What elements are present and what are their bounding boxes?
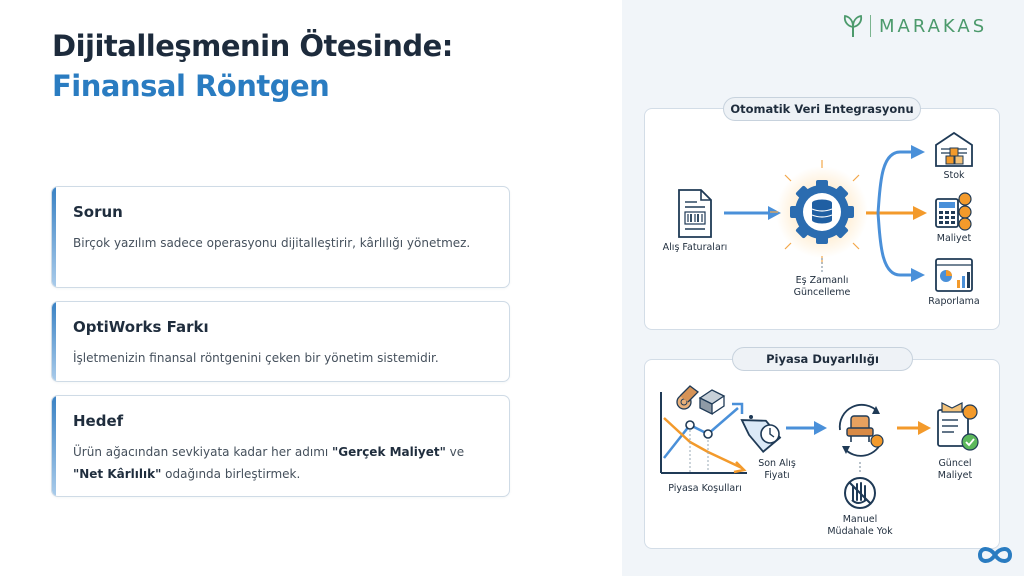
integration-tag: Otomatik Veri Entegrasyonu — [723, 97, 921, 121]
card-heading: Hedef — [73, 412, 124, 430]
report-chart-icon — [936, 259, 972, 291]
card-body-text: Ürün ağacından sevkiyata kadar her adımı — [73, 445, 333, 459]
price-tag-clock-icon — [739, 408, 780, 451]
card-body: İşletmenizin finansal röntgenini çeken bir yönetim sistemidir. — [73, 351, 439, 365]
arrow-head — [911, 145, 925, 159]
steel-beam-icon — [700, 390, 724, 414]
current-cost-label-line-1: Güncel — [938, 458, 972, 469]
invoice-icon — [679, 190, 711, 237]
no-manual-label-line-2: Müdahale Yok — [827, 526, 893, 537]
wood-logs-icon — [677, 386, 698, 409]
title-line-2: Finansal Röntgen — [52, 69, 330, 103]
cost-document-check-icon — [938, 403, 978, 450]
output-label-stock: Stok — [943, 170, 965, 181]
arrow-right-icon — [724, 206, 781, 220]
card-heading: OptiWorks Farkı — [73, 318, 209, 336]
title-line-1: Dijitalleşmenin Ötesinde: — [52, 29, 453, 63]
market-conditions-label: Piyasa Koşulları — [668, 483, 742, 494]
center-label-line-1: Eş Zamanlı — [795, 275, 849, 286]
warehouse-icon — [936, 133, 972, 166]
infinity-logo-icon — [974, 543, 1016, 567]
market-tag: Piyasa Duyarlılığı — [732, 347, 913, 371]
current-cost-label-line-2: Maliyet — [937, 470, 973, 481]
branch-arrows — [866, 152, 915, 275]
card-heading: Sorun — [73, 203, 123, 221]
logo-text: MARAKAS — [879, 15, 988, 37]
no-hand-icon — [845, 478, 875, 508]
arrow-head — [911, 268, 925, 282]
card-body-text: odağında birleştirmek. — [161, 467, 301, 481]
card-body: Birçok yazılım sadece operasyonu dijitalleştirir, kârlılığı yönetmez. — [73, 236, 471, 250]
arrow-right-icon — [786, 421, 827, 435]
gear-database-icon — [770, 160, 874, 264]
card-body-text: ve — [445, 445, 465, 459]
card-body-emphasis: "Gerçek Maliyet" — [332, 445, 446, 459]
last-price-label-line-2: Fiyatı — [764, 470, 790, 481]
no-manual-label-line-1: Manuel — [842, 514, 878, 525]
source-label: Alış Faturaları — [662, 242, 728, 253]
arrow-head — [913, 206, 927, 220]
card-body-emphasis: "Net Kârlılık" — [73, 467, 162, 481]
output-label-reporting: Raporlama — [928, 296, 980, 307]
last-price-label-line-1: Son Alış — [758, 458, 796, 469]
center-label-line-2: Güncelleme — [793, 287, 851, 298]
calculator-coins-icon — [936, 193, 971, 230]
armchair-cycle-icon — [840, 405, 883, 456]
arrow-right-icon — [897, 421, 931, 435]
output-label-cost: Maliyet — [936, 233, 972, 244]
